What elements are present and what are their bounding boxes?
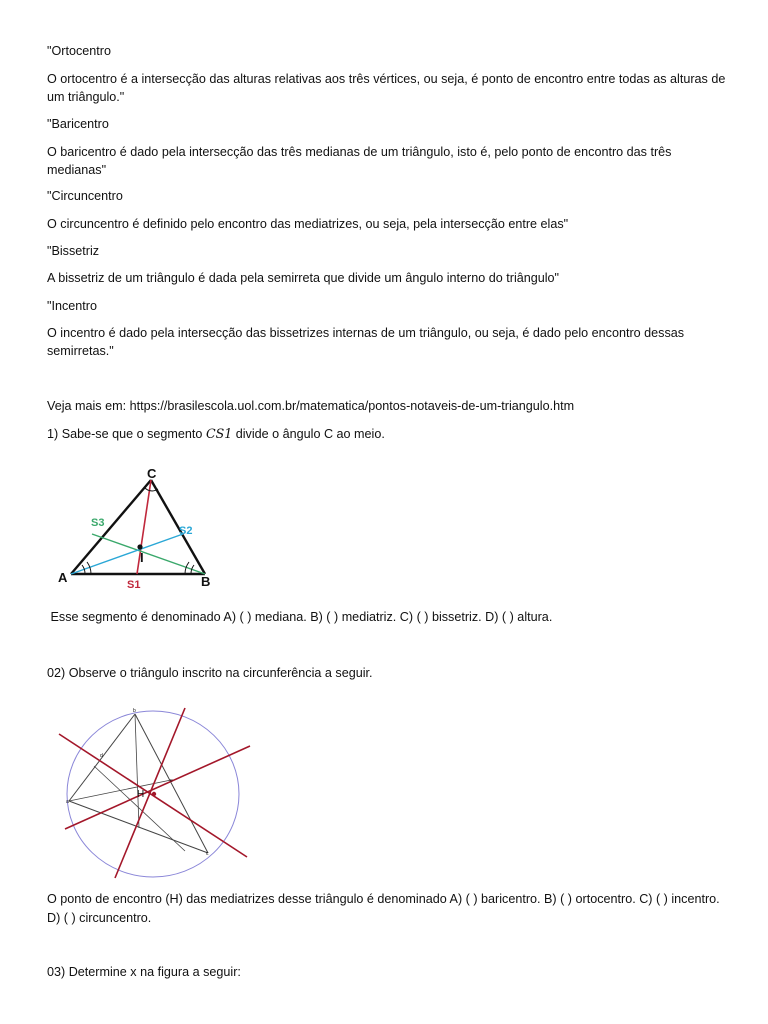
q1-prompt-math: CS1 (205, 426, 233, 441)
label-c: C (147, 466, 157, 481)
label-a: A (58, 570, 68, 585)
definition-term-baricentro: "Baricentro (47, 117, 109, 131)
label-s3: S3 (91, 517, 105, 529)
definition-term-incentro: "Incentro (47, 299, 97, 313)
label-c: c (206, 851, 209, 857)
question-2-text: O ponto de encontro (H) das mediatrizes desse triângulo é denominado A) ( ) baricentro. B) ( ) ortocentro. C) ( ) incentro. D) ( ) circuncentro. (47, 892, 724, 925)
definition-text-ortocentro: O ortocentro é a intersecção das alturas relativas aos três vértices, ou seja, é ponto de encontro entre todas as alturas de um triângulo." (47, 72, 729, 104)
label-a: a (66, 799, 69, 805)
label-b: b (133, 708, 136, 714)
definition-text-baricentro: O baricentro é dado pela intersecção das três medianas de um triângulo, isto é, pelo ponto de encontro das três medianas" (47, 145, 675, 177)
label-i: I (140, 550, 144, 565)
source-link[interactable]: Veja mais em: https://brasilescola.uol.com.br/matematica/pontos-notaveis-de-um-triangulo.htm (47, 399, 575, 413)
label-s1: S1 (127, 579, 141, 591)
triangle-side-bc (151, 480, 205, 574)
definition-text-bissetriz: A bissetriz de um triângulo é dada pela semirreta que divide um ângulo interno do triângulo" (47, 271, 560, 285)
definition-text-incentro: O incentro é dado pela intersecção das bissetrizes internas de um triângulo, ou seja, é dado pelo encontro dessas semirretas." (47, 326, 688, 358)
definition-term-bissetriz: "Bissetriz (47, 244, 100, 258)
label-b: B (201, 574, 211, 589)
label-d: d (100, 753, 103, 759)
median-green (92, 534, 205, 574)
label-h: H (137, 789, 145, 800)
q1-prompt-after: divide o ângulo C ao meio. (232, 427, 385, 441)
label-e: e (170, 778, 173, 784)
h-point (152, 792, 156, 796)
question-2-prompt: 02) Observe o triângulo inscrito na circunferência a seguir. (47, 666, 373, 680)
inscribed-triangle-figure (55, 700, 255, 880)
question-3-prompt: 03) Determine x na figura a seguir: (47, 965, 241, 979)
definition-term-circuncentro: "Circuncentro (47, 189, 123, 203)
definition-term-ortocentro: "Ortocentro (47, 44, 111, 58)
mediatriz-3 (65, 746, 250, 829)
label-s2: S2 (179, 525, 193, 537)
question-1-prompt (47, 425, 727, 443)
incenter-point (137, 544, 142, 549)
mediatriz-2 (115, 708, 185, 878)
q1-prompt-before: 1) Sabe-se que o segmento (47, 427, 206, 441)
triangle-bisector-figure (55, 462, 225, 592)
definition-text-circuncentro: O circuncentro é definido pelo encontro das mediatrizes, ou seja, pela intersecção entre elas" (47, 217, 569, 231)
inner-line-3 (135, 714, 139, 828)
question-1-text: Esse segmento é denominado A) ( ) mediana. B) ( ) mediatriz. C) ( ) bissetriz. D) ( ) altura. (47, 610, 553, 624)
